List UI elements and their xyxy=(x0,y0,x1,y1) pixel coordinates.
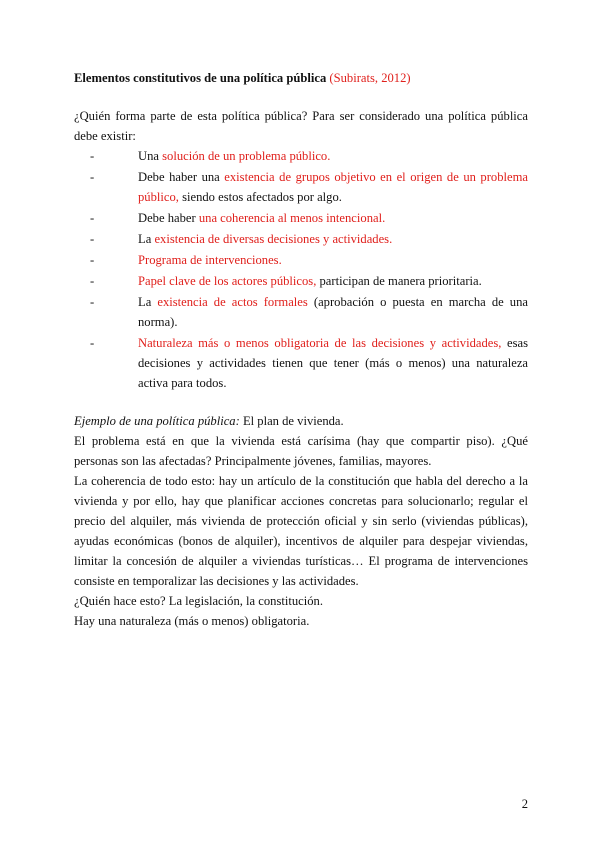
example-label: Ejemplo de una política pública: xyxy=(74,414,240,428)
list-item: - Programa de intervenciones. xyxy=(90,253,282,267)
example-paragraph: ¿Quién hace esto? La legislación, la constitución. xyxy=(74,594,323,608)
example-heading xyxy=(74,411,528,431)
list-item: - Debe haber una coherencia al menos intencional. xyxy=(90,211,386,225)
heading-citation: (Subirats, 2012) xyxy=(329,71,411,85)
list-item: - Una solución de un problema público. xyxy=(90,149,331,163)
list-item: - Papel clave de los actores públicos, participan de manera prioritaria. xyxy=(90,274,482,288)
intro-paragraph: ¿Quién forma parte de esta política pública? Para ser considerado una política pública debe existir: xyxy=(74,109,528,143)
page-number: 2 xyxy=(521,797,528,811)
example-paragraph: El problema está en que la vivienda está carísima (hay que compartir piso). ¿Qué personas son las afectadas? Principalmente jóvenes, familias, mayores. xyxy=(74,434,528,468)
list-item: - La existencia de actos formales (aprobación o puesta en marcha de una norma). xyxy=(90,295,528,329)
example-paragraph: La coherencia de todo esto: hay un artículo de la constitución que habla del derecho a la vivienda y por ello, hay que planificar acciones concretas para solucionarlo; regular el precio del alquiler, más vivienda de protección oficial y sin serlo (viviendas públicas), ayudas económicas (bonos de alquiler), incentivos de alquiler para despejar viviendas, limitar la concesión de alquiler a viviendas turísticas… El programa de intervenciones consiste en temporalizar las decisiones y las actividades. xyxy=(74,474,528,588)
list-item: - Naturaleza más o menos obligatoria de las decisiones y actividades, esas decisiones y actividades tienen que tener (más o menos) una naturaleza activa para todos. xyxy=(90,336,528,390)
list-item: - La existencia de diversas decisiones y actividades. xyxy=(90,232,393,246)
example-paragraph: Hay una naturaleza (más o menos) obligatoria. xyxy=(74,614,310,628)
example-value: El plan de vivienda. xyxy=(239,414,344,428)
example-section xyxy=(74,411,528,631)
heading-title: Elementos constitutivos de una política pública xyxy=(74,71,327,85)
requirements-list xyxy=(74,146,528,393)
section-heading xyxy=(74,68,528,88)
document-page xyxy=(74,68,528,631)
list-item: - Debe haber una existencia de grupos objetivo en el origen de un problema público, siendo estos afectados por algo. xyxy=(90,170,528,204)
